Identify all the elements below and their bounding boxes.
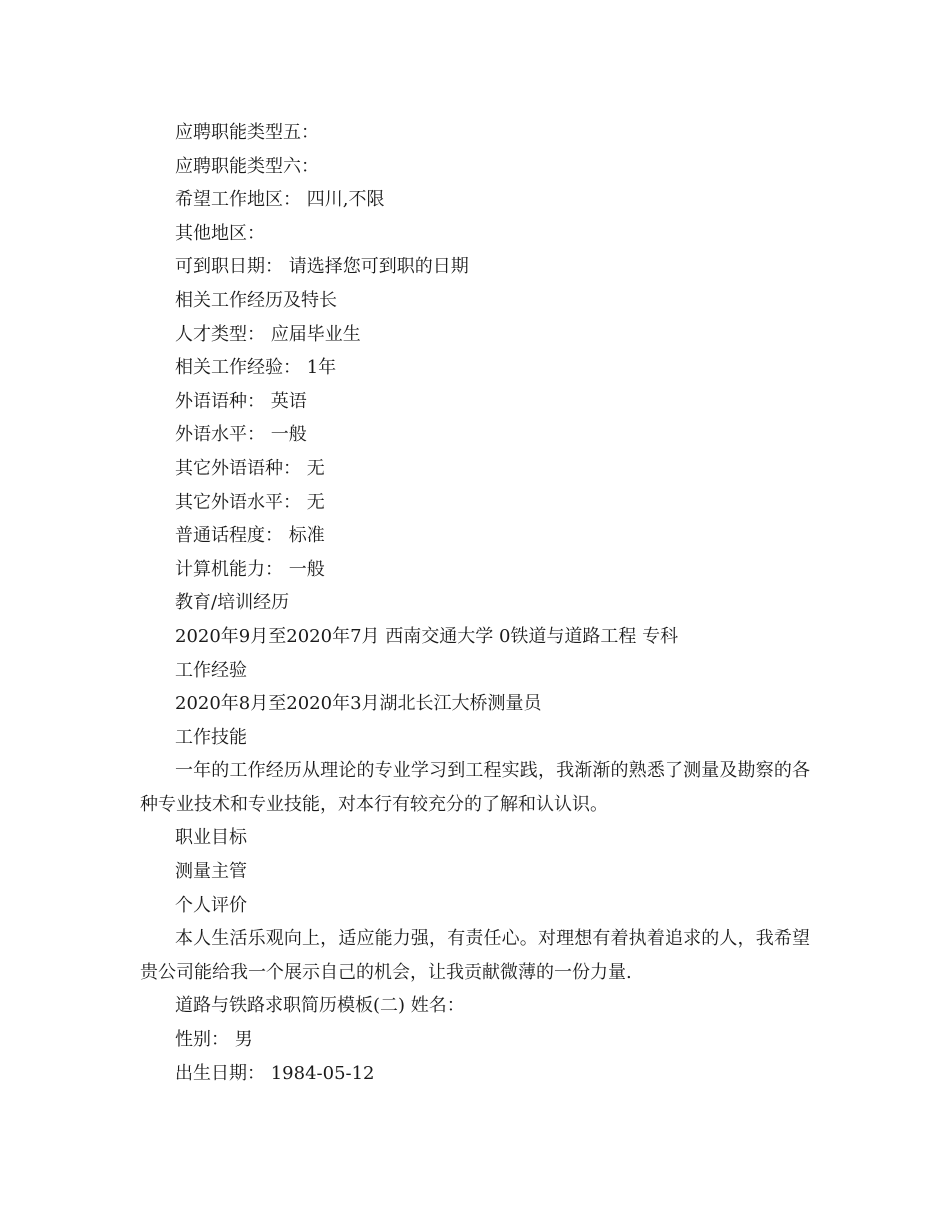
birth-date: 出生日期： 1984-05-12 [175, 1062, 375, 1084]
section-heading-experience-specialty: 相关工作经历及特长 [175, 289, 337, 311]
talent-type: 人才类型： 应届毕业生 [175, 323, 361, 345]
section-heading-career-goal: 职业目标 [175, 827, 247, 849]
work-experience-years: 相关工作经验： 1年 [175, 357, 337, 379]
work-experience-entry: 2020年8月至2020年3月湖北长江大桥测量员 [175, 693, 542, 715]
section-heading-self-evaluation: 个人评价 [175, 894, 247, 916]
desired-work-area: 希望工作地区： 四川,不限 [175, 189, 385, 211]
available-date: 可到职日期： 请选择您可到职的日期 [175, 256, 469, 278]
foreign-language: 外语语种： 英语 [175, 390, 307, 412]
education-entry: 2020年9月至2020年7月 西南交通大学 0铁道与道路工程 专科 [175, 625, 679, 647]
section-heading-work-experience: 工作经验 [175, 659, 247, 681]
self-evaluation-paragraph: 本人生活乐观向上，适应能力强，有责任心。对理想有着执着追求的人，我希望贵公司能给我一个展示自己的机会，让我贡献微薄的一份力量. [140, 928, 810, 983]
section-heading-education: 教育/培训经历 [175, 592, 290, 614]
other-foreign-language: 其它外语语种： 无 [175, 457, 325, 479]
template-title-name: 道路与铁路求职简历模板(二) 姓名： [175, 995, 465, 1017]
other-foreign-language-level: 其它外语水平： 无 [175, 491, 325, 513]
foreign-language-level: 外语水平： 一般 [175, 424, 307, 446]
work-skills-paragraph: 一年的工作经历从理论的专业学习到工程实践，我渐渐的熟悉了测量及勘察的各种专业技术和专业技能，对本行有较充分的了解和认认识。 [140, 760, 810, 815]
resume-body [140, 116, 820, 1090]
gender: 性别： 男 [175, 1029, 253, 1051]
mandarin-level: 普通话程度： 标准 [175, 525, 325, 547]
career-goal-value: 测量主管 [175, 861, 247, 883]
section-heading-work-skills: 工作技能 [175, 726, 247, 748]
job-type-5: 应聘职能类型五： [175, 122, 319, 143]
job-type-6: 应聘职能类型六： [175, 155, 319, 177]
computer-skill: 计算机能力： 一般 [175, 558, 325, 580]
other-areas: 其他地区： [175, 222, 265, 244]
